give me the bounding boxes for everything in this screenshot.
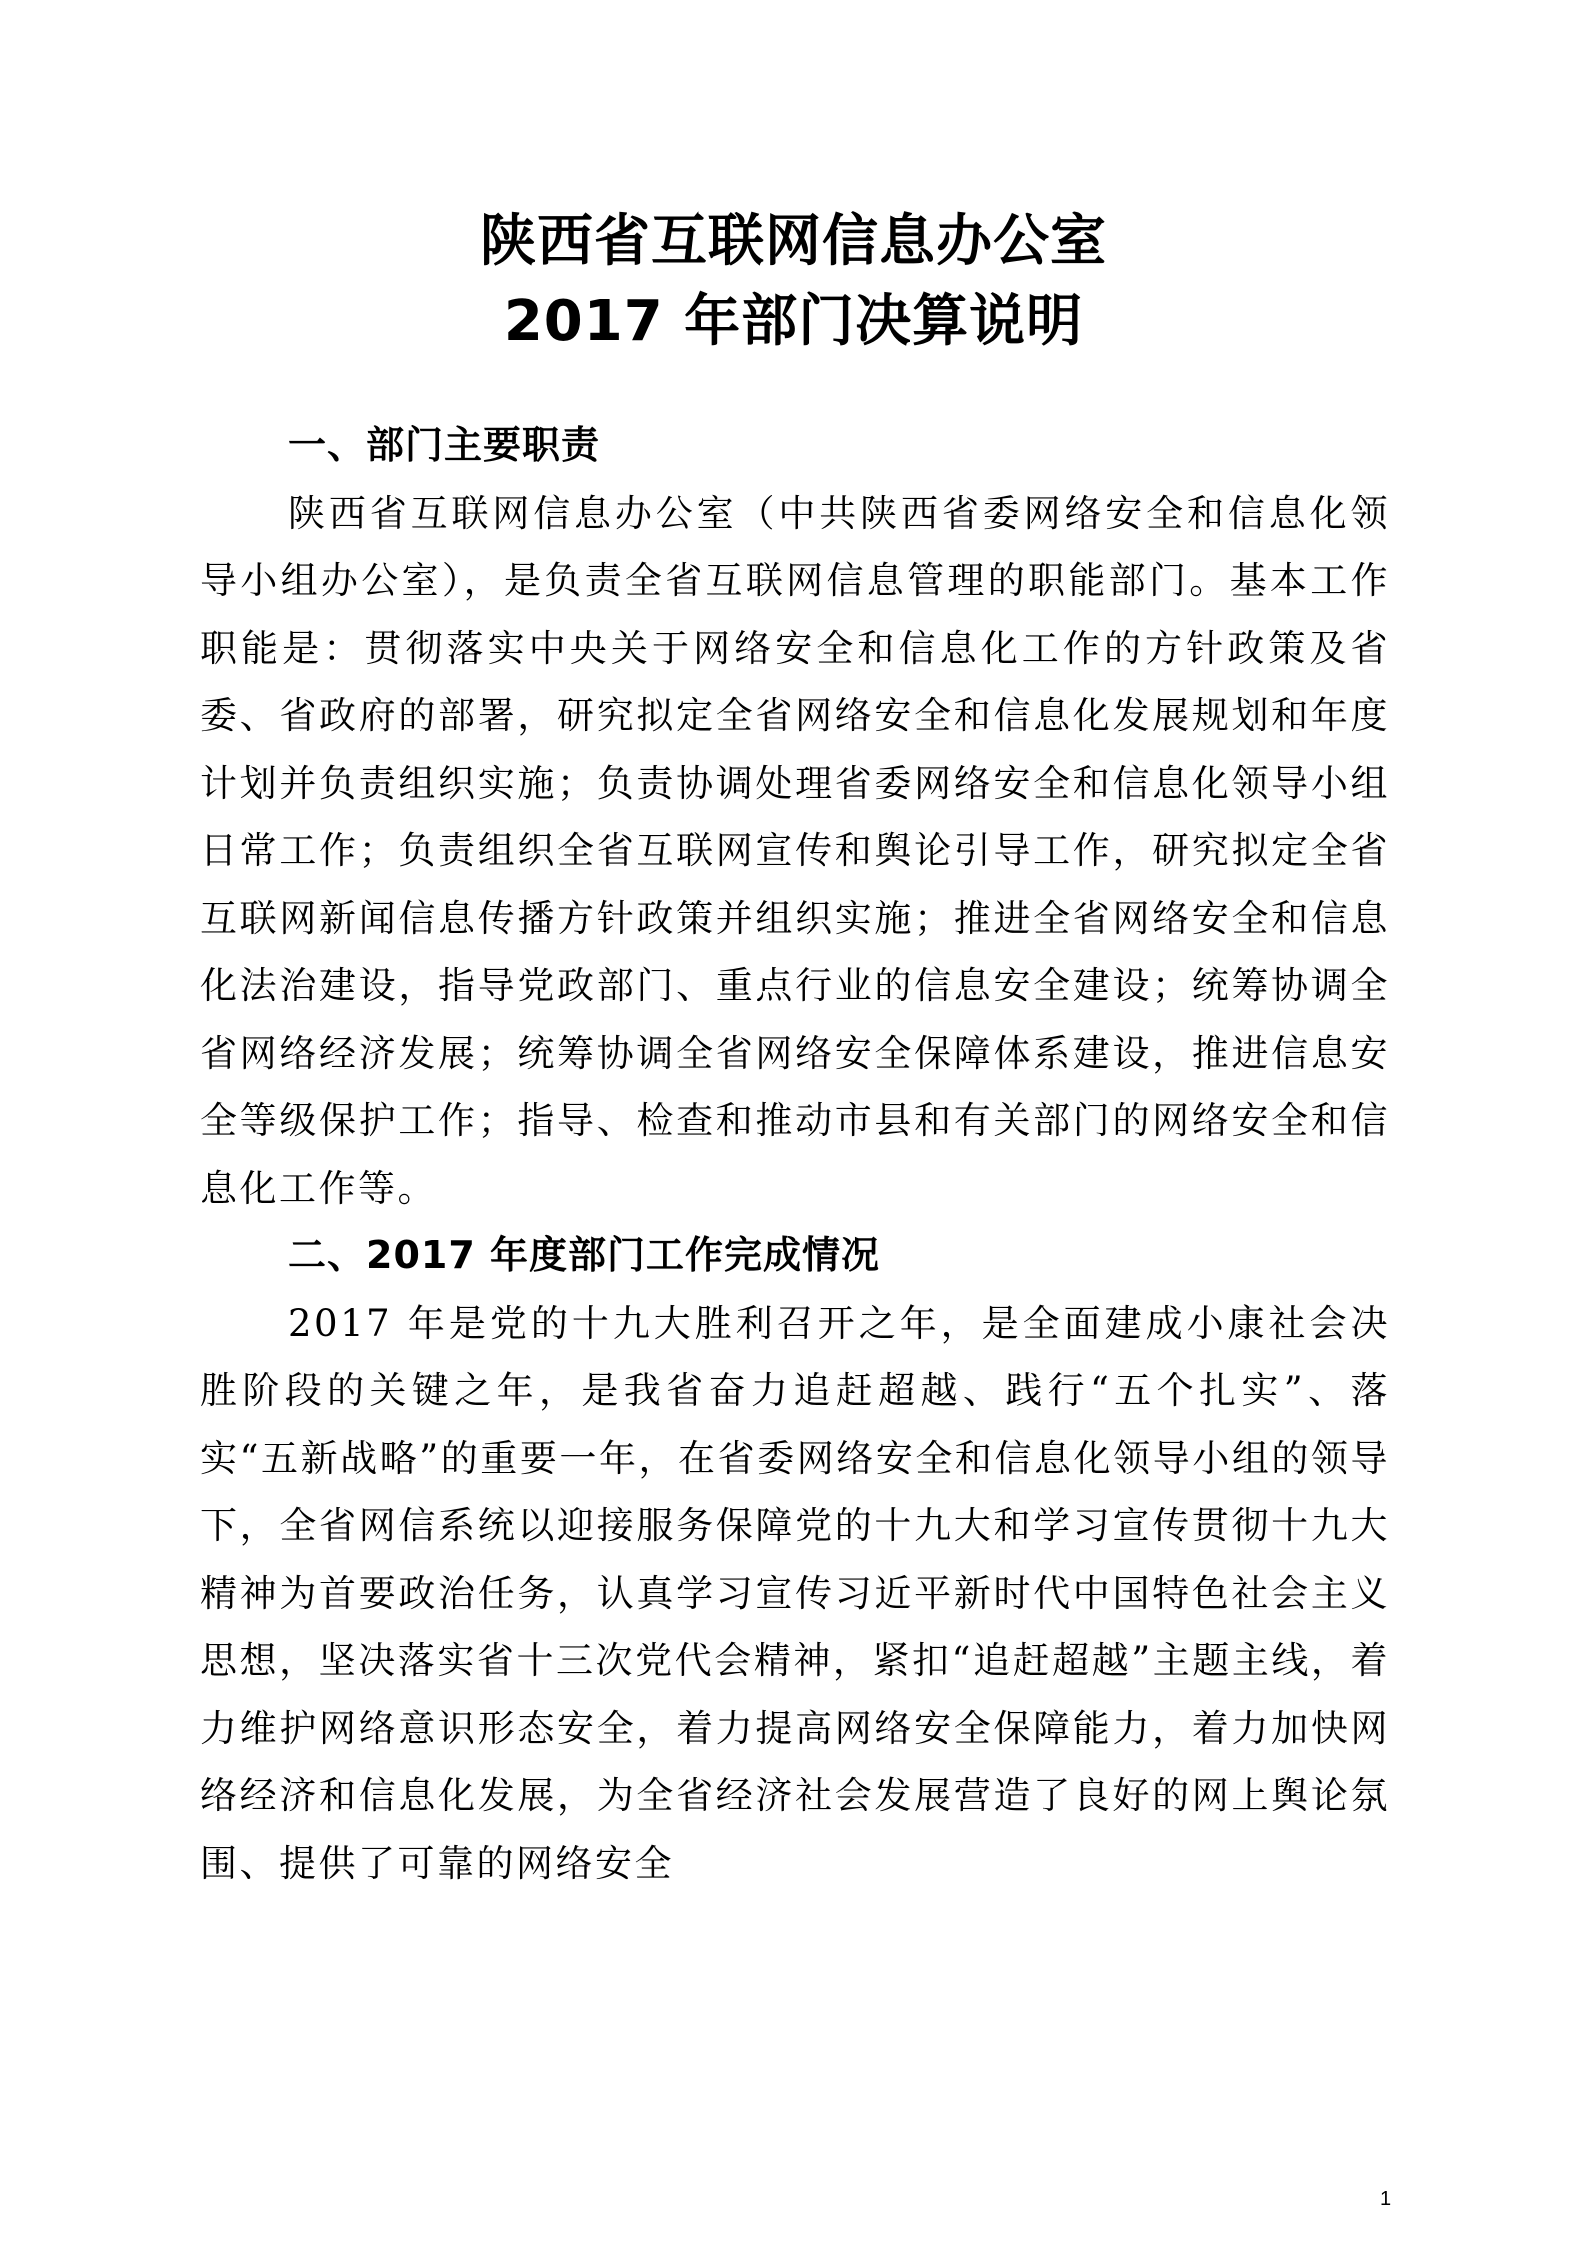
document-title-line1: 陕西省互联网信息办公室 (480, 209, 1107, 274)
document-body (200, 412, 1390, 1897)
document-title-line2: 2017 年部门决算说明 (503, 289, 1084, 354)
section-paragraph-work-completion: 2017 年是党的十九大胜利召开之年，是全面建成小康社会决胜阶段的关键之年，是我省奋力追赶超越、践行“五个扎实”、落实“五新战略”的重要一年，在省委网络安全和信息化领导小组的领导下，全省网信系统以迎接服务保障党的十九大和学习宣传贯彻十九大精神为首要政治任务，认真学习宣传习近平新时代中国特色社会主义思想，坚决落实省十三次党代会精神，紧扣“追赶超越”主题主线，着力维护网络意识形态安全，着力提高网络安全保障能力，着力加快网络经济和信息化发展，为全省经济社会发展营造了良好的网上舆论氛围、提供了可靠的网络安全 (200, 1301, 1390, 1885)
section-heading-duties: 一、部门主要职责 (288, 423, 601, 467)
section-heading-work-completion: 二、2017 年度部门工作完成情况 (288, 1233, 880, 1277)
page-number: 1 (1380, 2188, 1392, 2210)
section-paragraph-duties: 陕西省互联网信息办公室（中共陕西省委网络安全和信息化领导小组办公室），是负责全省互联网信息管理的职能部门。基本工作职能是：贯彻落实中央关于网络安全和信息化工作的方针政策及省委、省政府的部署，研究拟定全省网络安全和信息化发展规划和年度计划并负责组织实施；负责协调处理省委网络安全和信息化领导小组日常工作；负责组织全省互联网宣传和舆论引导工作，研究拟定全省互联网新闻信息传播方针政策并组织实施；推进全省网络安全和信息化法治建设，指导党政部门、重点行业的信息安全建设；统筹协调全省网络经济发展；统筹协调全省网络安全保障体系建设，推进信息安全等级保护工作；指导、检查和推动市县和有关部门的网络安全和信息化工作等。 (200, 491, 1390, 1210)
